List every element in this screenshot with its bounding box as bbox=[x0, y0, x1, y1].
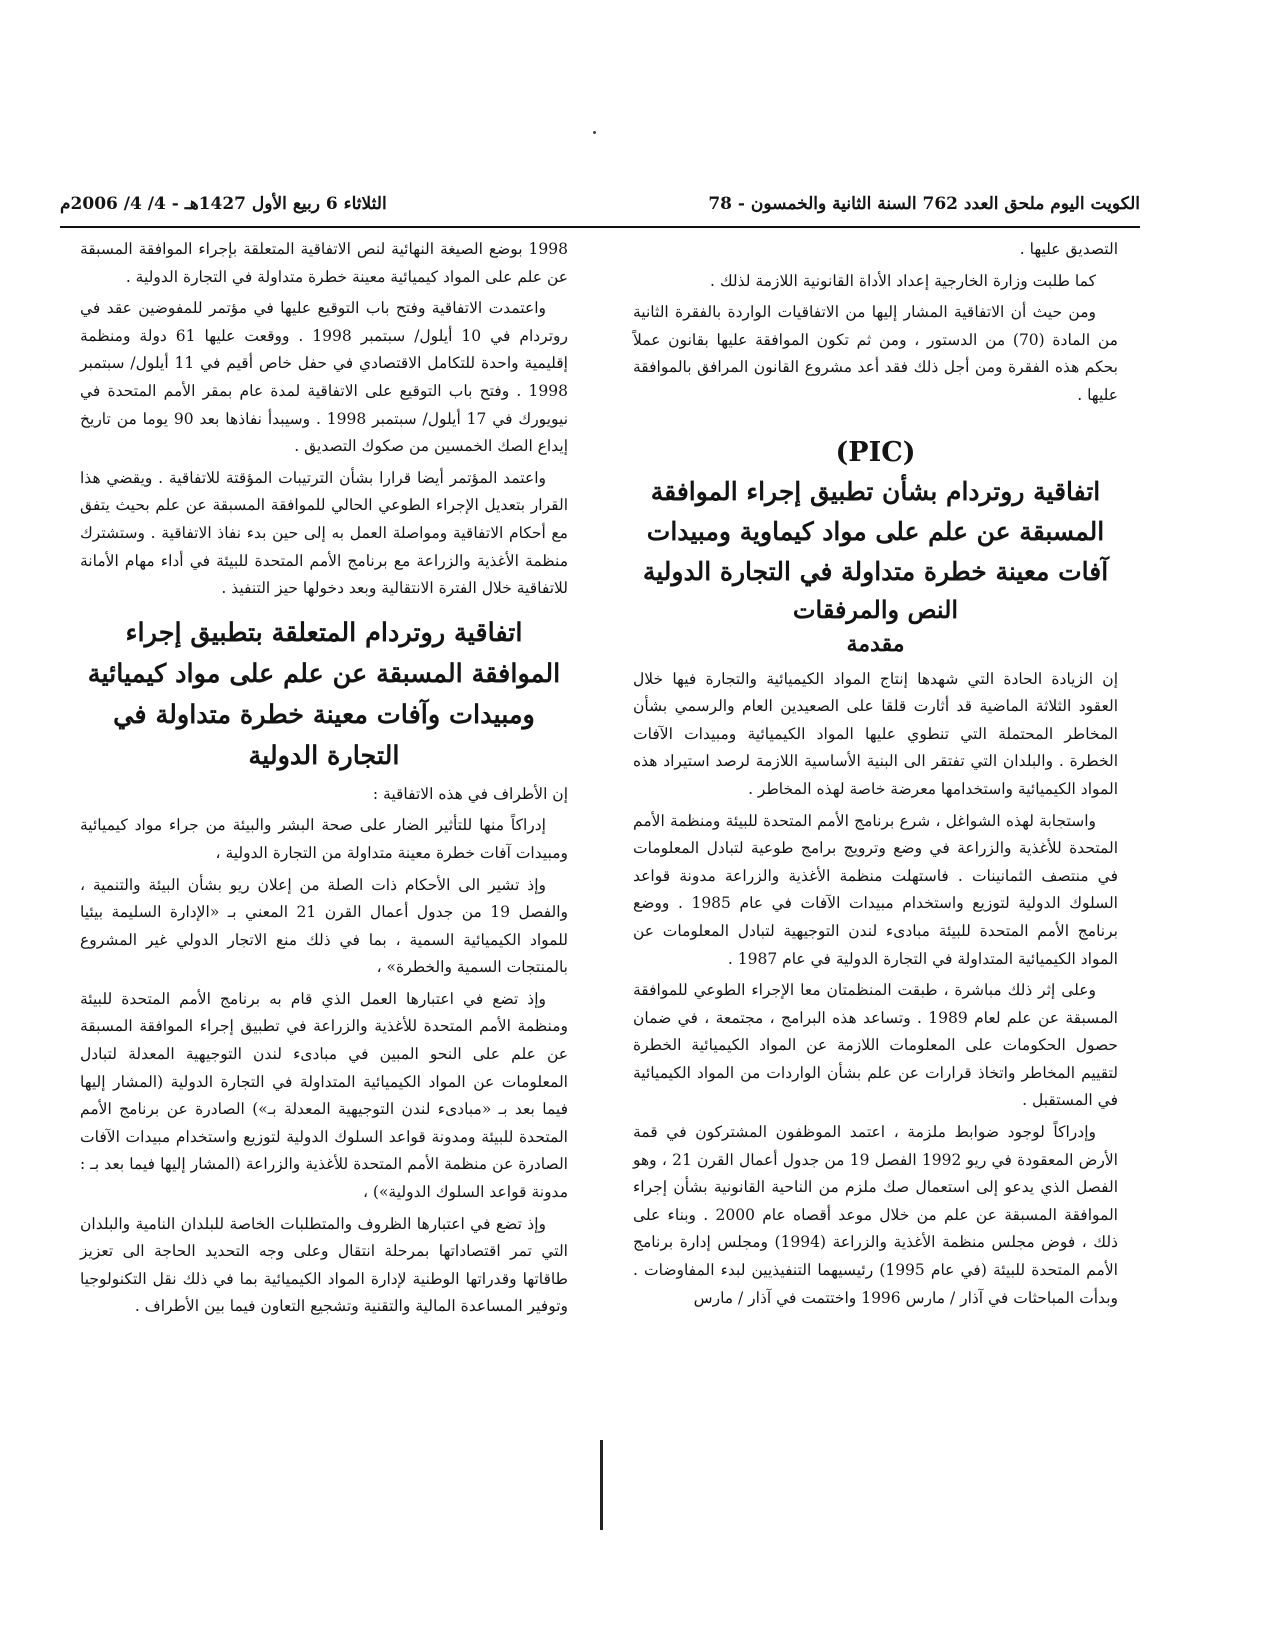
column-divider bbox=[600, 1440, 603, 1530]
paragraph: إدراكاً منها للتأثير الضار على صحة البشر والبيئة من جراء مواد كيميائية ومبيدات آفات خطرة معينة متداولة من التجارة الدولية ، bbox=[80, 816, 568, 862]
paragraph: وعلى إثر ذلك مباشرة ، طبقت المنظمتان معا الإجراء الطوعي للموافقة المسبقة عن علم لعام 1989 . وتساعد هذه البرامج ، مجتمعة ، في ضمان حصول الحكومات على المعلومات اللازمة عن المواد الكيميائية الخطرة لتقييم المخاطر واتخاذ قرارات عن علم بشأن الواردات من المواد الكيميائية في المستقبل . bbox=[633, 981, 1118, 1110]
page-header bbox=[60, 188, 1140, 222]
header-rule bbox=[60, 226, 1140, 228]
paragraph: كما طلبت وزارة الخارجية إعداد الأداة القانونية اللازمة لذلك . bbox=[709, 271, 1096, 290]
paragraph: واعتمد المؤتمر أيضا قرارا بشأن الترتيبات المؤقتة للاتفاقية . ويقضي هذا القرار بتعديل الإجراء الطوعي الحالي للموافقة المسبقة عن علم بحيث يتفق مع أحكام الاتفاقية ومواصلة العمل به إلى حين بدء نفاذ الاتفاقية . وستشترك منظمة الأغذية والزراعة مع برنامج الأمم المتحدة للبيئة في أداء مهام الأمانة للاتفاقية خلال الفترة الانتقالية وبعد دخولها حيز التنفيذ . bbox=[80, 468, 568, 598]
header-publication: الكويت اليوم ملحق العدد 762 السنة الثانية والخمسون - 78 bbox=[708, 194, 1140, 214]
convention-title-block bbox=[633, 434, 1118, 660]
convention-title: اتفاقية روتردام بشأن تطبيق إجراء الموافقة المسبقة عن علم على مواد كيماوية ومبيدات آفات معينة خطرة متداولة في التجارة الدولية bbox=[642, 476, 1109, 586]
scan-speck bbox=[593, 131, 596, 134]
convention-heading: اتفاقية روتردام المتعلقة بتطبيق إجراء الموافقة المسبقة عن علم على مواد كيميائية ومبيدات وآفات معينة خطرة متداولة في التجارة الدولية bbox=[87, 617, 561, 771]
paragraph: وإذ تضع في اعتبارها الظروف والمتطلبات الخاصة للبلدان النامية والبلدان التي تمر اقتصاداتها بمرحلة انتقال وعلى وجه التحديد الحاجة الى تعزيز طاقاتها وقدراتها الوطنية لإدارة المواد الكيميائية بما في ذلك نقل التكنولوجيا وتوفير المساعدة المالية والتقنية وتشجيع التعاون فيما بين الأطراف . bbox=[80, 1214, 568, 1316]
paragraph: إن الزيادة الحادة التي شهدها إنتاج المواد الكيميائية والتجارة فيها خلال العقود الثلاثة الماضية قد أثارت قلقا على الصعيدين العام والرسمي بشأن المخاطر المحتملة التي تنطوي عليها المواد الكيميائية ومبيدات الآفات الخطرة . والبلدان التي تفتقر الى البنية الأساسية اللازمة لرصد استيراد هذه المواد الكيميائية واستخدامها معرضة خاصة لهذه المخاطر . bbox=[633, 669, 1118, 798]
paragraph: التصديق عليها . bbox=[1019, 240, 1118, 258]
paragraph: وإدراكاً لوجود ضوابط ملزمة ، اعتمد الموظفون المشتركون في قمة الأرض المعقودة في ريو 1992 الفصل 19 من جدول أعمال القرن 21 ، وهو الفصل الذي يدعو إلى استعمال صك ملزم من الناحية القانونية بشأن إجراء الموافقة المسبقة عن علم من خلال موعد أقصاه عام 2000 . وبناء على ذلك ، فوض مجلس منظمة الأغذية والزراعة (1994) ومجلس إدارة برنامج الأمم المتحدة للبيئة (في عام 1995) رئيسيهما التنفيذيين لبدء المفاوضات . وبدأت المباحثات في آذار / مارس 1996 واختتمت في آذار / مارس bbox=[633, 1123, 1118, 1307]
pic-label: (PIC) bbox=[835, 436, 916, 468]
introduction-heading: مقدمة bbox=[846, 630, 905, 657]
paragraph: واستجابة لهذه الشواغل ، شرع برنامج الأمم المتحدة للبيئة ومنظمة الأمم المتحدة للأغذية والزراعة في وضع وترويج برامج طوعية لتبادل المعلومات في منتصف الثمانينات . فاستهلت منظمة الأغذية والزراعة مدونة قواعد السلوك الدولية لتوزيع واستخدام مبيدات الآفات في عام 1985 . ووضع برنامج الأمم المتحدة للبيئة مبادىء لندن التوجيهية لتبادل المعلومات عن المواد الكيميائية المتداولة في التجارة الدولية في عام 1987 . bbox=[633, 811, 1118, 968]
paragraph: واعتمدت الاتفاقية وفتح باب التوقيع عليها في مؤتمر للمفوضين عقد في روتردام في 10 أيلول/ سبتمبر 1998 . ووقعت عليها 61 دولة ومنظمة إقليمية واحدة للتكامل الاقتصادي في حفل خاص أقيم في 11 أيلول/ سبتمبر 1998 . وفتح باب التوقيع على الاتفاقية لمدة عام بمقر الأمم المتحدة في نيويورك في 17 أيلول/ سبتمبر 1998 . وسيبدأ نفاذها بعد 90 يوما من تاريخ إيداع الصك الخمسين من صكوك التصديق . bbox=[80, 299, 569, 456]
right-column bbox=[633, 236, 1118, 1316]
left-column bbox=[80, 236, 568, 1325]
paragraph: إن الأطراف في هذه الاتفاقية : bbox=[372, 784, 568, 803]
paragraph: 1998 بوضع الصيغة النهائية لنص الاتفاقية المتعلقة بإجراء الموافقة المسبقة عن علم على المواد كيميائية معينة خطرة متداولة في التجارة الدولية . bbox=[80, 240, 568, 286]
paragraph: وإذ تضع في اعتبارها العمل الذي قام به برنامج الأمم المتحدة للبيئة ومنظمة الأمم المتحدة للأغذية والزراعة في تطبيق إجراء الموافقة المسبقة عن علم على النحو المبين في مبادىء لندن التوجيهية المعدلة لتبادل المعلومات عن المواد الكيميائية المتداولة في التجارة الدولية (المشار إليها فيما بعد بـ «مبادىء لندن التوجيهية المعدلة بـ») الصادرة عن برنامج الأمم المتحدة للبيئة ومدونة قواعد السلوك الدولية لتوزيع واستخدام مبيدات الآفات الصادرة عن منظمة الأمم المتحدة للأغذية والزراعة (المشار إليها فيما بعد بـ : مدونة قواعد السلوك الدولية») ، bbox=[80, 989, 568, 1202]
paragraph: وإذ تشير الى الأحكام ذات الصلة من إعلان ريو بشأن البيئة والتنمية ، والفصل 19 من جدول أعمال القرن 21 المعني بـ «الإدارة السليمة بيئيا للمواد الكيميائية السمية ، بما في ذلك منع الاتجار الدولي غير المشروع بالمنتجات السمية والخطرة» ، bbox=[80, 875, 568, 977]
header-date: الثلاثاء 6 ربيع الأول 1427هـ - 4/ 4/ 2006م bbox=[60, 194, 387, 214]
convention-subtitle: النص والمرفقات bbox=[792, 594, 959, 624]
paragraph: ومن حيث أن الاتفاقية المشار إليها من الاتفاقيات الواردة بالفقرة الثانية من المادة (70) من الدستور ، ومن ثم تكون الموافقة عليها بقانون عملاً بحكم هذه الفقرة ومن أجل ذلك فقد أعد مشروع القانون المرافق بالموافقة عليها . bbox=[633, 303, 1118, 404]
